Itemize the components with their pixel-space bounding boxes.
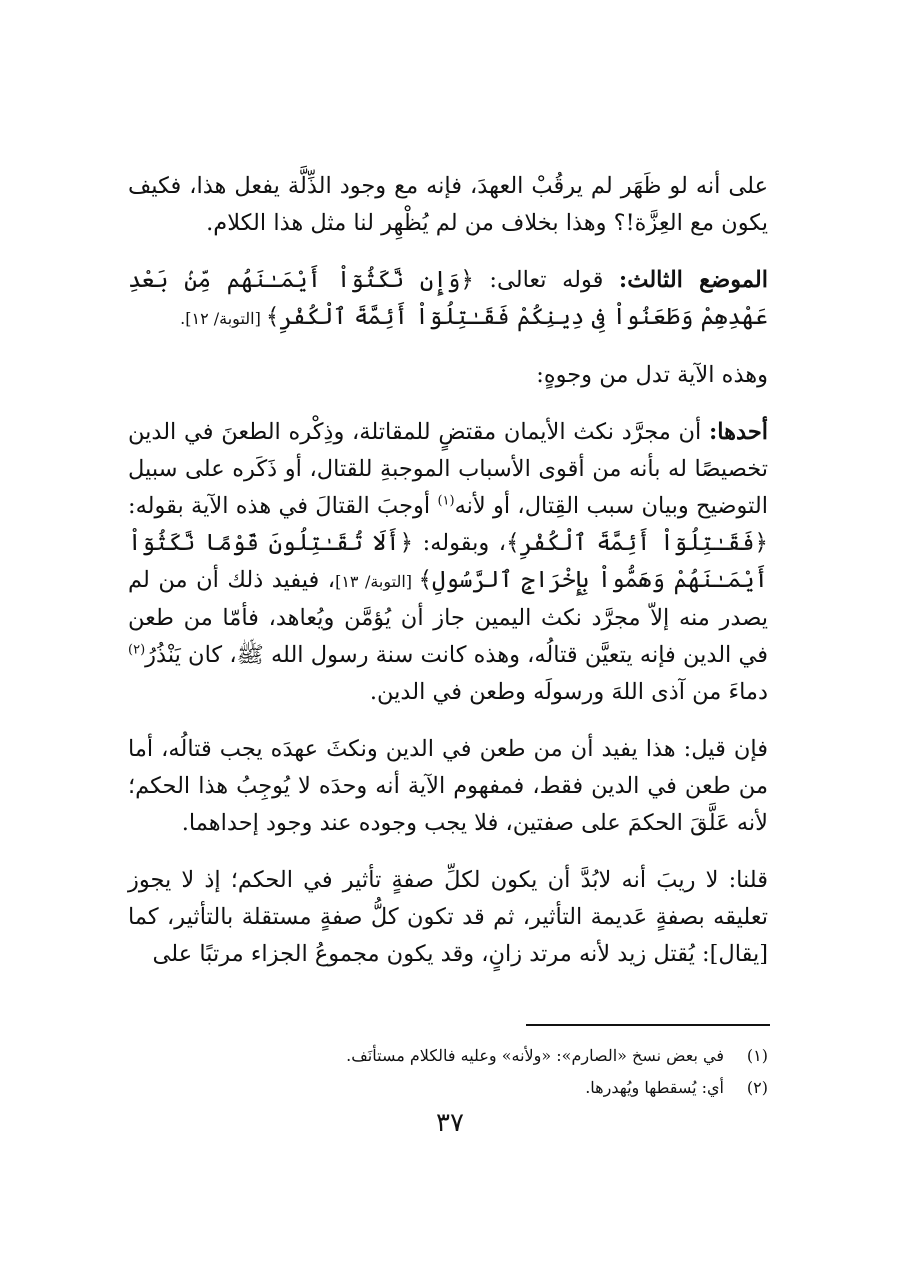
verse-reference: [التوبة/ ١٣] — [335, 572, 419, 591]
footnote-number: (١) — [746, 1046, 768, 1065]
section-heading: الموضع الثالث: — [618, 267, 768, 293]
paragraph-2 — [128, 262, 768, 337]
quran-verse: ﴿أَلَا تُقَـٰتِلُونَ قَوْمًا نَّكَثُوٓاْ أَيْمَـٰنَهُمْ وَهَمُّواْ بِإِخْرَاجِ ٱلرَّسُولِ﴾ — [128, 530, 769, 593]
paragraph-6: قلنا: لا ريبَ أنه لابُدَّ أن يكون لكلِّ صفةٍ تأثير في الحكم؛ إذ لا يجوز تعليقه بصفةٍ عَديمة التأثير، ثم قد تكون كلُّ صفةٍ مستقلة بالتأثير، كما [يقال]: يُقتل زيد لأنه مرتد زانٍ، وقد يكون مجموعُ الجزاء مرتبًا على — [128, 867, 768, 967]
footnote-number: (٢) — [746, 1078, 768, 1097]
main-text — [128, 168, 768, 993]
text-segment: ، وبقوله: — [413, 530, 507, 556]
paragraph-5: فإن قيل: هذا يفيد أن من طعن في الدين ونكثَ عهدَه يجب قتالُه، أما من طعن في الدين فقط، فمفهوم الآية أنه وحدَه لا يُوجِبُ هذا الحكم؛ لأنه عَلَّقَ الحكمَ على صفتين، فلا يجب وجوده عند وجود إحداهما. — [128, 736, 768, 836]
text-segment: أن مجرَّد نكث الأيمان مقتضٍ للمقاتلة، وذِكْره الطعنَ في الدين تخصيصًا له بأنه من أقوى الأسباب الموجبةِ للقتال، أو ذَكَره على سبيل التوضيح وبيان سبب القِتال، أو لأنه — [128, 419, 768, 519]
page-number: ٣٧ — [436, 1108, 464, 1138]
text-segment: أوجبَ القتالَ في هذه الآية بقوله: — [128, 493, 438, 519]
text-segment: دماءَ من آذى اللهَ ورسولَه وطعن في الدين. — [369, 679, 768, 705]
text-segment: ، فيفيد ذلك أن من لم يصدر منه إلاّ مجرَّد نكث اليمين جاز أن يُؤمَّن ويُعاهد، فأمّا من طعن في الدين فإنه يتعيَّن قتالُه، وهذه كانت سنة رسول الله ﷺ، كان يَنْذُرُ — [128, 567, 768, 668]
footnote-2 — [128, 1072, 768, 1104]
footnote-text: أي: يُسقطها ويُهدرها. — [585, 1078, 724, 1097]
footnote-divider — [526, 1024, 770, 1026]
footnotes — [128, 1040, 768, 1104]
paragraph-1: على أنه لو ظَهَر لم يرقُبْ العهدَ، فإنه مع وجود الذِّلَّة يفعل هذا، فكيف يكون مع العِزَّة!؟ وهذا بخلاف من لم يُظْهِر لنا مثل هذا الكلام. — [128, 173, 768, 236]
footnote-text: في بعض نسخ «الصارم»: «ولأنه» وعليه فالكلام مستأنَف. — [346, 1046, 724, 1065]
footnote-marker-2[interactable]: (٢) — [128, 642, 146, 658]
paragraph-3: وهذه الآية تدل من وجوهٍ: — [536, 362, 768, 388]
lead-text: قوله تعالى: — [473, 267, 619, 293]
quran-verse: ﴿وَإِن نَّكَثُوٓاْ أَيْمَـٰنَهُم مِّنۢ بَعْدِ عَهْدِهِمْ وَطَعَنُواْ فِى دِينِكُمْ فَقَـٰتِلُوٓاْ أَئِمَّةَ ٱلْكُفْرِ﴾ — [128, 267, 768, 330]
quran-verse: ﴿فَقَـٰتِلُوٓاْ أَئِمَّةَ ٱلْكُفْرِ﴾ — [506, 530, 769, 556]
verse-reference: [التوبة/ ١٢]. — [180, 309, 266, 328]
footnote-marker-1[interactable]: (١) — [437, 493, 455, 509]
paragraph-4 — [128, 414, 768, 711]
footnote-1 — [128, 1040, 768, 1072]
first-point-heading: أحدها: — [709, 419, 768, 445]
